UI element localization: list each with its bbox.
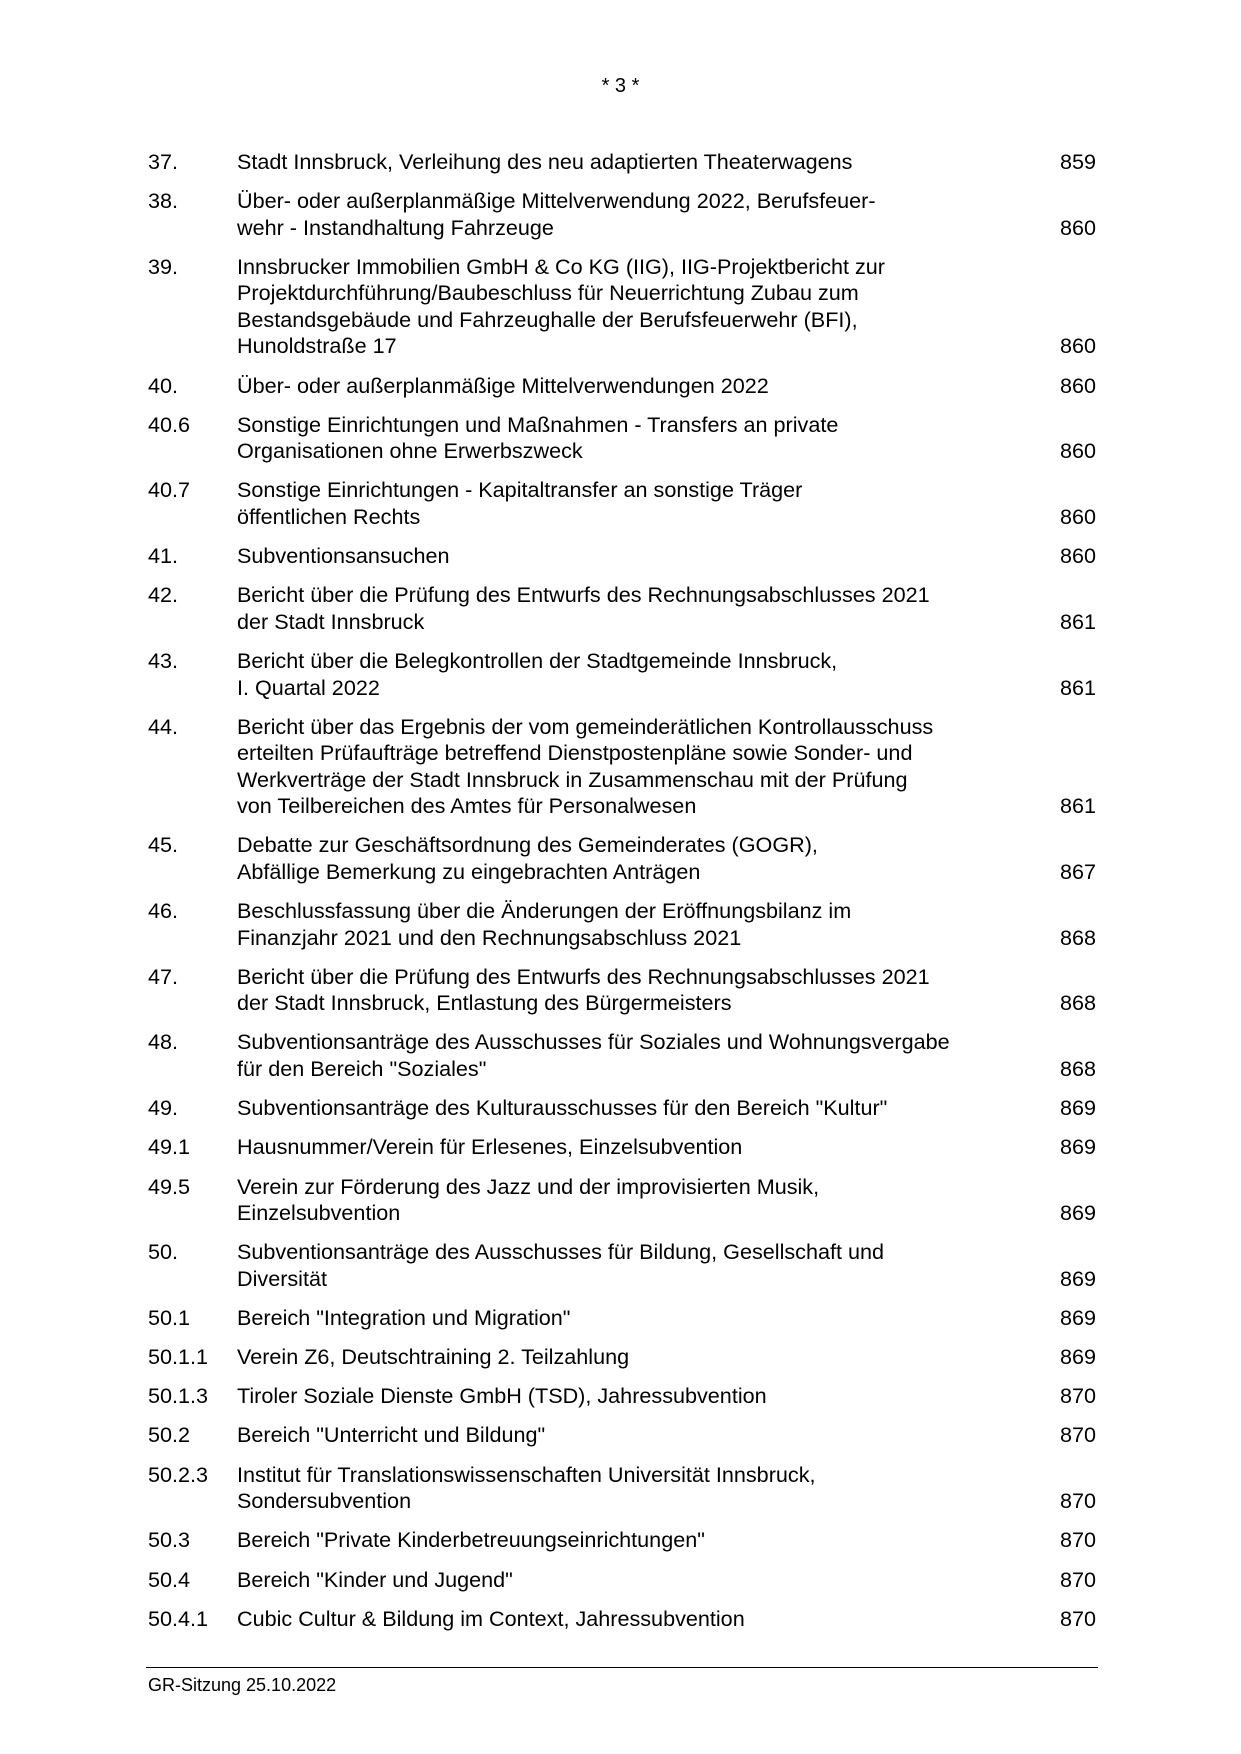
toc-entry-page: 861 xyxy=(1059,793,1096,819)
toc-entry-number: 43. xyxy=(148,648,179,673)
toc-entry-number: 41. xyxy=(148,543,179,569)
toc-entry xyxy=(148,188,1096,241)
toc-entry-number: 49.1 xyxy=(148,1134,191,1160)
toc-entry-number: 42. xyxy=(148,582,179,608)
toc-entry-page: 868 xyxy=(1059,990,1096,1016)
toc-entry-number: 50.3 xyxy=(148,1527,191,1553)
toc-entry-title: Beschlussfassung über die Änderungen der Eröffnungsbilanz im Finanzjahr 2021 und den Rechnungsabschluss 2021 xyxy=(237,898,852,950)
toc-entry-title: Bericht über die Prüfung des Entwurfs des Rechnungsabschlusses 2021 der Stadt Innsbruck, Entlastung des Bürgermeisters xyxy=(237,963,930,1016)
toc-entry-page: 869 xyxy=(1059,1265,1096,1291)
toc-entry-title: Hausnummer/Verein für Erlesenes, Einzelsubvention xyxy=(237,1134,743,1160)
toc-entry-title: Sonstige Einrichtungen - Kapitaltransfer an sonstige Träger öffentlichen Rechts xyxy=(237,477,803,529)
toc-entry-page: 861 xyxy=(1059,674,1096,700)
toc-entry-page: 860 xyxy=(1059,214,1096,240)
table-of-contents xyxy=(148,149,1096,1645)
toc-entry-page: 861 xyxy=(1059,608,1096,634)
toc-entry-title: Subventionsanträge des Ausschusses für Soziales und Wohnungsvergabe für den Bereich "Soziales" xyxy=(237,1029,950,1081)
toc-entry-page: 867 xyxy=(1059,858,1096,884)
toc-entry-title: Verein zur Förderung des Jazz und der improvisierten Musik, Einzelsubvention xyxy=(237,1173,820,1225)
toc-entry xyxy=(148,1095,1096,1122)
toc-entry xyxy=(148,1567,1096,1594)
toc-entry-number: 49. xyxy=(148,1095,179,1121)
toc-entry-page: 870 xyxy=(1059,1488,1096,1514)
toc-entry-page: 869 xyxy=(1059,1095,1096,1121)
toc-entry-number: 50.4 xyxy=(148,1566,191,1592)
toc-entry xyxy=(148,543,1096,570)
toc-entry-number: 50.2.3 xyxy=(148,1461,209,1487)
toc-entry-number: 39. xyxy=(148,253,179,279)
toc-entry-number: 50.1 xyxy=(148,1304,191,1330)
toc-entry xyxy=(148,254,1096,360)
toc-entry-number: 50.1.1 xyxy=(148,1344,209,1370)
toc-entry-title: Verein Z6, Deutschtraining 2. Teilzahlung xyxy=(237,1344,630,1370)
toc-entry-number: 37. xyxy=(148,149,179,174)
toc-entry-title: Debatte zur Geschäftsordnung des Gemeinderates (GOGR), Abfällige Bemerkung zu eingebrachten Anträgen xyxy=(237,832,818,884)
toc-entry xyxy=(148,964,1096,1017)
toc-entry-title: Subventionsansuchen xyxy=(237,543,450,569)
footer-divider xyxy=(146,1667,1098,1668)
toc-entry xyxy=(148,1422,1096,1449)
toc-entry-page: 870 xyxy=(1059,1383,1096,1409)
toc-entry xyxy=(148,373,1096,400)
toc-entry-number: 50. xyxy=(148,1239,179,1265)
toc-entry xyxy=(148,1527,1096,1554)
toc-entry xyxy=(148,832,1096,885)
toc-entry-page: 869 xyxy=(1059,1200,1096,1225)
toc-entry-title: Bereich "Kinder und Jugend" xyxy=(237,1566,513,1592)
toc-entry-title: Bereich "Private Kinderbetreuungseinrichtungen" xyxy=(237,1527,705,1553)
toc-entry-title: Innsbrucker Immobilien GmbH & Co KG (IIG), IIG-Projektbericht zur Projektdurchführung/Baubeschluss für Neuerrichtung Zubau zum Bestandsgebäude und Fahrzeughalle der Berufsfeuerwehr (BFI), Hunoldstraße 17 xyxy=(237,253,885,359)
toc-entry-number: 50.2 xyxy=(148,1422,191,1448)
toc-entry-page: 860 xyxy=(1059,503,1096,529)
toc-entry xyxy=(148,412,1096,465)
toc-entry-page: 869 xyxy=(1059,1134,1096,1160)
toc-entry-number: 45. xyxy=(148,832,179,858)
toc-entry-page: 860 xyxy=(1059,438,1096,464)
toc-entry-title: Bericht über das Ergebnis der vom gemeinderätlichen Kontrollausschuss erteilten Prüfaufträge betreffend Dienstpostenpläne sowie Sonder- und Werkverträge der Stadt Innsbruck in Zusammenschau mit der Prüfung von Teilbereichen des Amtes für Personalwesen xyxy=(237,713,934,819)
toc-entry-page: 860 xyxy=(1059,543,1096,569)
toc-entry-page: 870 xyxy=(1059,1566,1096,1592)
toc-entry-title: Sonstige Einrichtungen und Maßnahmen - Transfers an private Organisationen ohne Erwerbszweck xyxy=(237,411,839,464)
toc-entry-number: 40.6 xyxy=(148,411,191,437)
toc-entry-number: 50.4.1 xyxy=(148,1605,209,1631)
toc-entry xyxy=(148,714,1096,820)
toc-entry xyxy=(148,1239,1096,1292)
toc-entry-page: 869 xyxy=(1059,1304,1096,1330)
toc-entry xyxy=(148,648,1096,701)
toc-entry-number: 38. xyxy=(148,188,179,214)
toc-entry-title: Subventionsanträge des Ausschusses für Bildung, Gesellschaft und Diversität xyxy=(237,1239,885,1291)
toc-entry-title: Über- oder außerplanmäßige Mittelverwendungen 2022 xyxy=(237,372,769,398)
toc-entry xyxy=(148,1383,1096,1410)
toc-entry-title: Bereich "Integration und Migration" xyxy=(237,1304,571,1330)
toc-entry-page: 868 xyxy=(1059,924,1096,950)
toc-entry xyxy=(148,1462,1096,1515)
page-number: * 3 * xyxy=(601,75,640,97)
toc-entry-number: 48. xyxy=(148,1029,179,1055)
toc-entry-title: Bericht über die Prüfung des Entwurfs des Rechnungsabschlusses 2021 der Stadt Innsbruck xyxy=(237,582,930,634)
toc-entry-number: 40.7 xyxy=(148,477,191,503)
toc-entry xyxy=(148,1174,1096,1227)
toc-entry-page: 868 xyxy=(1059,1055,1096,1081)
toc-entry-title: Bereich "Unterricht und Bildung" xyxy=(237,1422,546,1448)
toc-entry xyxy=(148,898,1096,951)
toc-entry xyxy=(148,149,1096,176)
toc-entry-page: 860 xyxy=(1059,333,1096,359)
footer-session-date: GR-Sitzung 25.10.2022 xyxy=(148,1675,337,1695)
toc-entry-number: 50.1.3 xyxy=(148,1383,209,1409)
toc-entry-page: 869 xyxy=(1059,1344,1096,1370)
toc-entry xyxy=(148,1134,1096,1161)
toc-entry-number: 40. xyxy=(148,372,179,398)
toc-entry-title: Stadt Innsbruck, Verleihung des neu adaptierten Theaterwagens xyxy=(237,149,853,174)
toc-entry-number: 47. xyxy=(148,963,179,989)
toc-entry-page: 860 xyxy=(1059,372,1096,398)
toc-entry-page: 870 xyxy=(1059,1422,1096,1448)
toc-entry-title: Bericht über die Belegkontrollen der Stadtgemeinde Innsbruck, I. Quartal 2022 xyxy=(237,648,838,700)
toc-entry xyxy=(148,582,1096,635)
toc-entry xyxy=(148,1344,1096,1371)
toc-entry xyxy=(148,1029,1096,1082)
toc-entry-title: Institut für Translationswissenschaften Universität Innsbruck, Sondersubvention xyxy=(237,1461,816,1514)
toc-entry xyxy=(148,477,1096,530)
toc-entry-number: 49.5 xyxy=(148,1173,191,1199)
toc-entry-title: Tiroler Soziale Dienste GmbH (TSD), Jahressubvention xyxy=(237,1383,767,1409)
toc-entry-number: 46. xyxy=(148,898,179,924)
toc-entry-page: 870 xyxy=(1059,1527,1096,1553)
toc-entry-title: Subventionsanträge des Kulturausschusses für den Bereich "Kultur" xyxy=(237,1095,888,1121)
toc-entry-number: 44. xyxy=(148,713,179,739)
toc-entry xyxy=(148,1606,1096,1633)
toc-entry-page: 870 xyxy=(1059,1605,1096,1631)
toc-entry-title: Cubic Cultur & Bildung im Context, Jahressubvention xyxy=(237,1605,745,1631)
toc-entry-title: Über- oder außerplanmäßige Mittelverwendung 2022, Berufsfeuer- wehr - Instandhaltung Fahrzeuge xyxy=(237,188,876,240)
toc-entry xyxy=(148,1305,1096,1332)
toc-entry-page: 859 xyxy=(1059,149,1096,174)
